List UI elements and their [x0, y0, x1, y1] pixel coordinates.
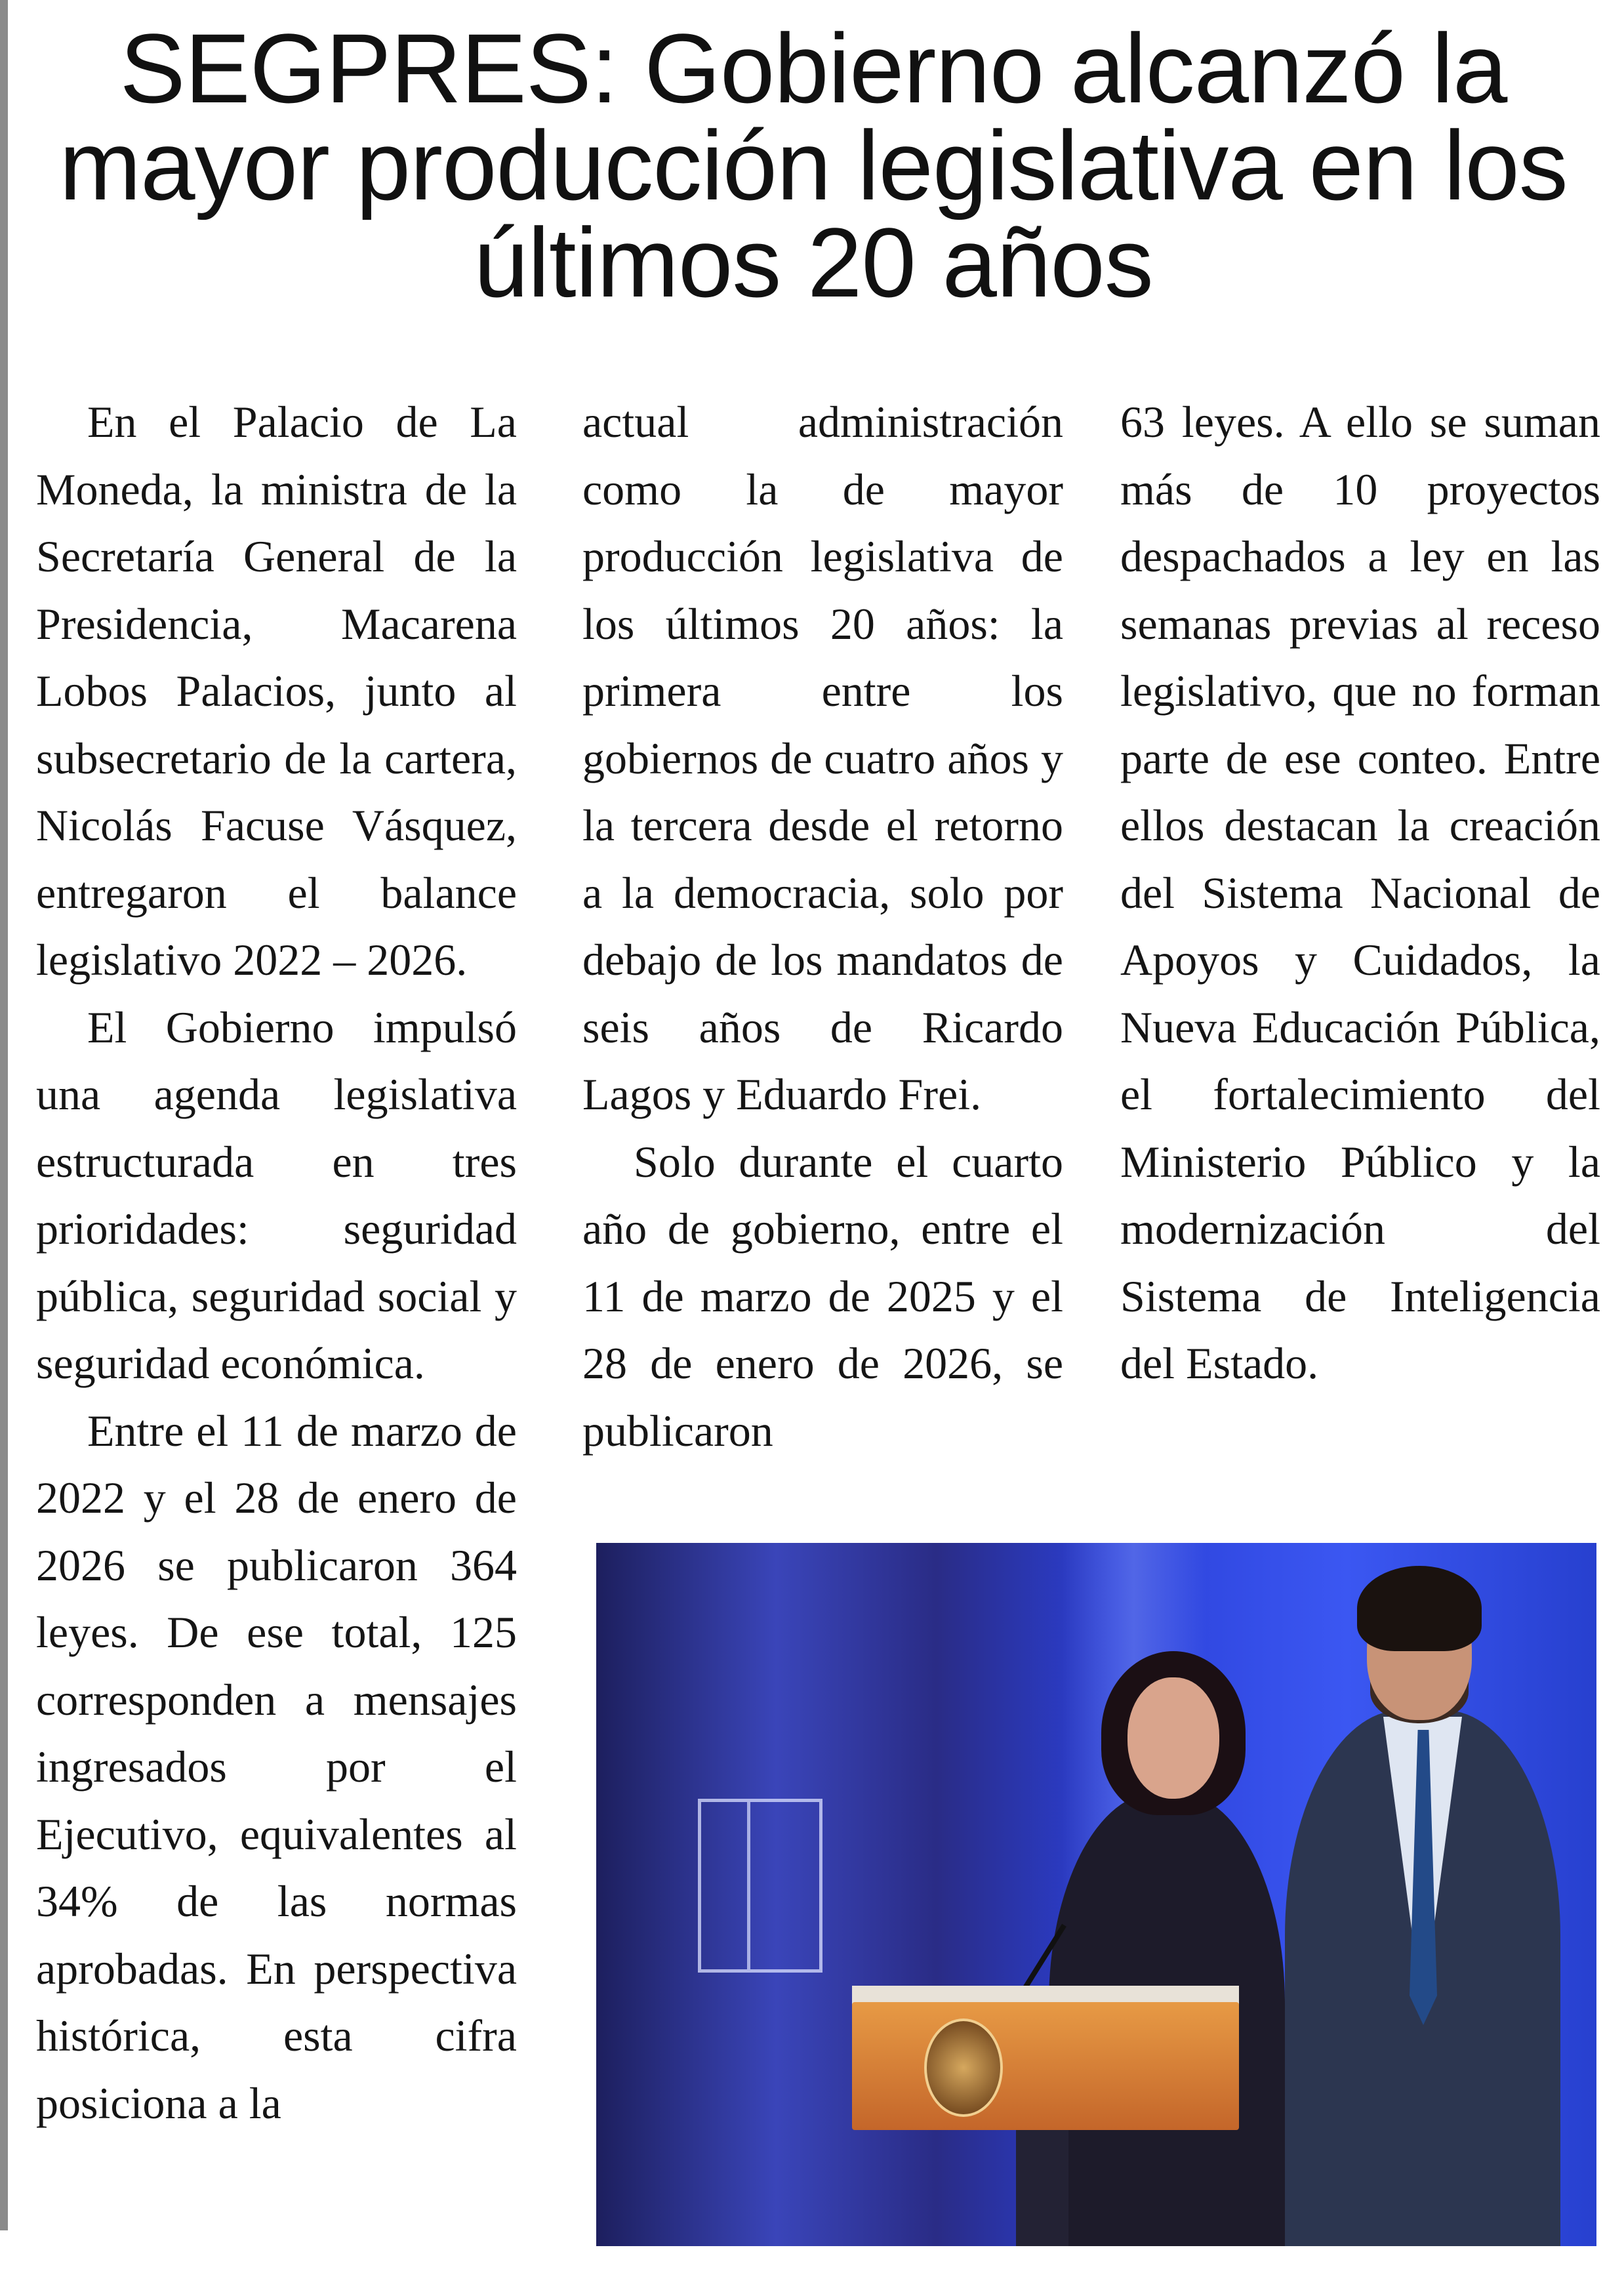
paragraph: El Gobierno impulsó una agenda legislativa estructurada en tres prioridades: seguridad pública, seguridad social y seguridad económica.	[36, 1002, 517, 1388]
man-hair	[1357, 1566, 1482, 1651]
paragraph-continued: 63 leyes. A ello se suman más de 10 proyectos despachados a ley en las semanas previas al receso legislativo, que no forman parte de ese conteo. Entre ellos destacan la creación del Sistema Nacional de Apoyos y Cuidados, la Nueva Educación Pública, el fortalecimiento del Ministerio Público y la modernización del Sistema de Inteligencia del Estado.	[1120, 397, 1600, 1388]
left-margin-rule	[0, 0, 8, 2230]
text-column-3	[1120, 388, 1600, 1397]
text-column-1	[36, 388, 517, 2137]
press-conference-photo	[596, 1543, 1596, 2246]
lectern	[852, 2002, 1239, 2130]
text-column-2	[582, 388, 1063, 1464]
paragraph: Entre el 11 de marzo de 2022 y el 28 de enero de 2026 se publicaron 364 leyes. De ese total, 125 corresponden a mensajes ingresados por el Ejecutivo, equivalentes al 34% de las normas aprobadas. En perspectiva histórica, esta cifra posiciona a la	[36, 1405, 517, 2128]
paragraph: En el Palacio de La Moneda, la ministra de la Secretaría General de la Presidencia, Macarena Lobos Palacios, junto al subsecretario de la cartera, Nicolás Facuse Vásquez, entregaron el balance legislativo 2022 – 2026.	[36, 397, 517, 985]
lectern-stand	[1016, 2130, 1068, 2246]
article-headline: SEGPRES: Gobierno alcanzó la mayor producción legislativa en los últimos 20 años	[59, 13, 1568, 318]
coat-of-arms-seal-icon	[924, 2019, 1003, 2117]
government-logo-panel	[698, 1799, 822, 1973]
paragraph: Solo durante el cuarto año de gobierno, entre el 11 de marzo de 2025 y el 28 de enero de 2026, se publicaron	[582, 1136, 1063, 1456]
woman-face	[1127, 1677, 1219, 1799]
paragraph-continued: actual administración como la de mayor producción legislativa de los últimos 20 años: la primera entre los gobiernos de cuatro años y la tercera desde el retorno a la democracia, solo por debajo de los mandatos de seis años de Ricardo Lagos y Eduardo Frei.	[582, 397, 1063, 1119]
